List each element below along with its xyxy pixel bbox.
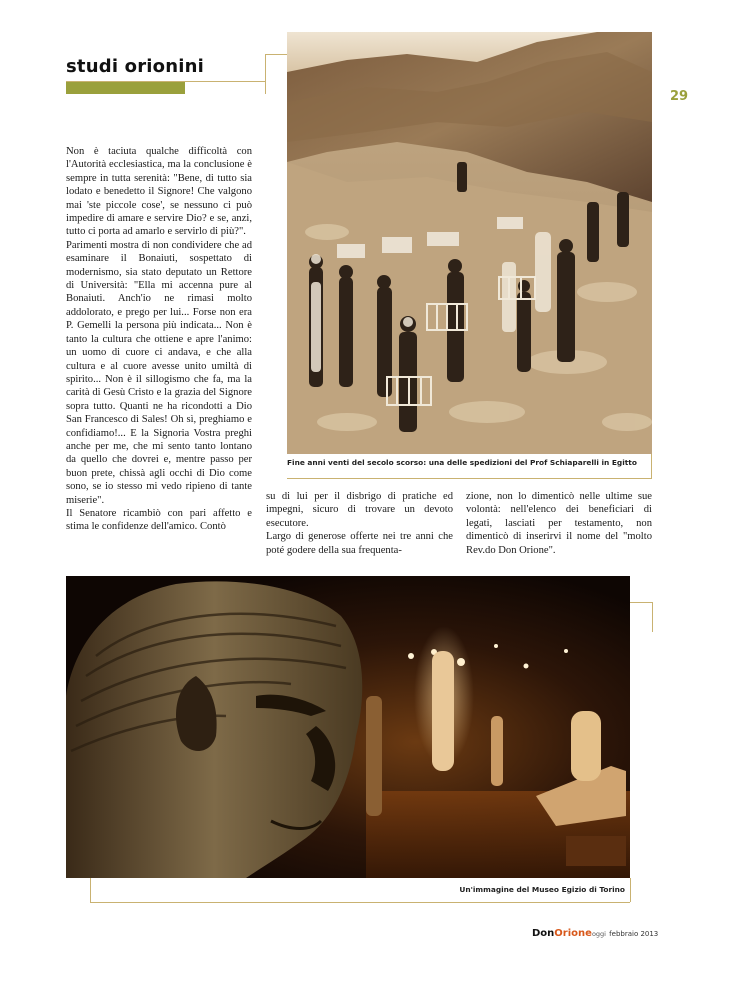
- paragraph: Largo di generose offerte nei tre anni che poté godere della sua frequenta-: [266, 531, 453, 556]
- brand-don: Don: [532, 928, 555, 939]
- header-rule-vertical: [265, 54, 266, 94]
- paragraph: Parimenti mostra di non condividere che ad esaminare il Bonaiuti, sospettato di modernismo, sia stato deputato un Rettore di Università: "Ella mi accenna pure al Bonaiuti. Anch'io ne rimasi molto addolorato, e prego per lui... Forse non era P. Gemelli la persona più indicata... Non è tanto la cultura che ottiene e apre l'animo: un uomo di cuore ci andava, e che alla cultura e al cuore avesse unito umiltà di spirito... Non è il sillogismo che fa, ma la carità di Gesù Cristo e la grazia del Signore sopra tutto. Quanti ne ha ricondotti a Dio San Francesco di Sales! Oh sì, preghiamo e confidiamo!... E la Signoria Vostra preghi anche per me, che mi sento tanto lontano da quello che dovrei e, mentre passo per buon prete, chissà agli occhi di Dio come sono, se io stesso mi vedo ripieno di tante miserie".: [66, 239, 252, 506]
- section-title: studi orionini: [66, 56, 205, 77]
- expedition-photo: [287, 32, 652, 454]
- header-rule-top: [265, 54, 287, 55]
- expedition-photo-caption: Fine anni venti del secolo scorso: una delle spedizioni del Prof Schiaparelli in Egitto: [287, 458, 637, 467]
- article-column-3: [466, 490, 652, 557]
- photo-frame-rule: [90, 878, 91, 902]
- museum-photo: [66, 576, 630, 878]
- article-column-1: [66, 145, 252, 534]
- museum-photo-caption: Un'immagine del Museo Egizio di Torino: [459, 885, 625, 894]
- photo-frame-rule: [630, 878, 631, 902]
- section-accent-bar: [66, 82, 185, 94]
- photo-frame-rule: [652, 602, 653, 632]
- page-number: 29: [670, 89, 689, 104]
- footer-masthead: [532, 928, 658, 939]
- paragraph: zione, non lo dimenticò nelle ultime sue volontà: nell'elenco dei beneficiari di legati, lasciati per testamento, non dimenticò di inserirvi il nome del "molto Rev.do Don Orione".: [466, 491, 652, 556]
- paragraph: Il Senatore ricambiò con pari affetto e stima le confidenze dell'amico. Contò: [66, 507, 252, 533]
- photo-frame-rule: [630, 602, 652, 603]
- brand-oggi: oggi: [591, 930, 606, 938]
- paragraph: Non è taciuta qualche difficoltà con l'Autorità ecclesiastica, ma la conclusione è sempre in tutta serenità: "Bene, di tutto sia lodato e benedetto il Signore! Che valgono mai 'ste piccole cose', se nessuno ci può impedire di amare e servire Dio? e se, anzi, tutto ci porta ad amarlo e servirlo di più?".: [66, 146, 252, 238]
- caption-rule: [287, 478, 652, 479]
- photo-frame-rule: [90, 902, 630, 903]
- expedition-photo-illustration: [287, 32, 652, 454]
- paragraph: su di lui per il disbrigo di pratiche ed impegni, sicuro di trovare un devoto esecutore.: [266, 491, 453, 529]
- caption-rule-vertical: [651, 454, 652, 478]
- issue-date: febbraio 2013: [609, 930, 659, 938]
- brand-orione: Orione: [554, 928, 592, 939]
- museum-photo-illustration: [66, 576, 630, 878]
- article-column-2: [266, 490, 453, 557]
